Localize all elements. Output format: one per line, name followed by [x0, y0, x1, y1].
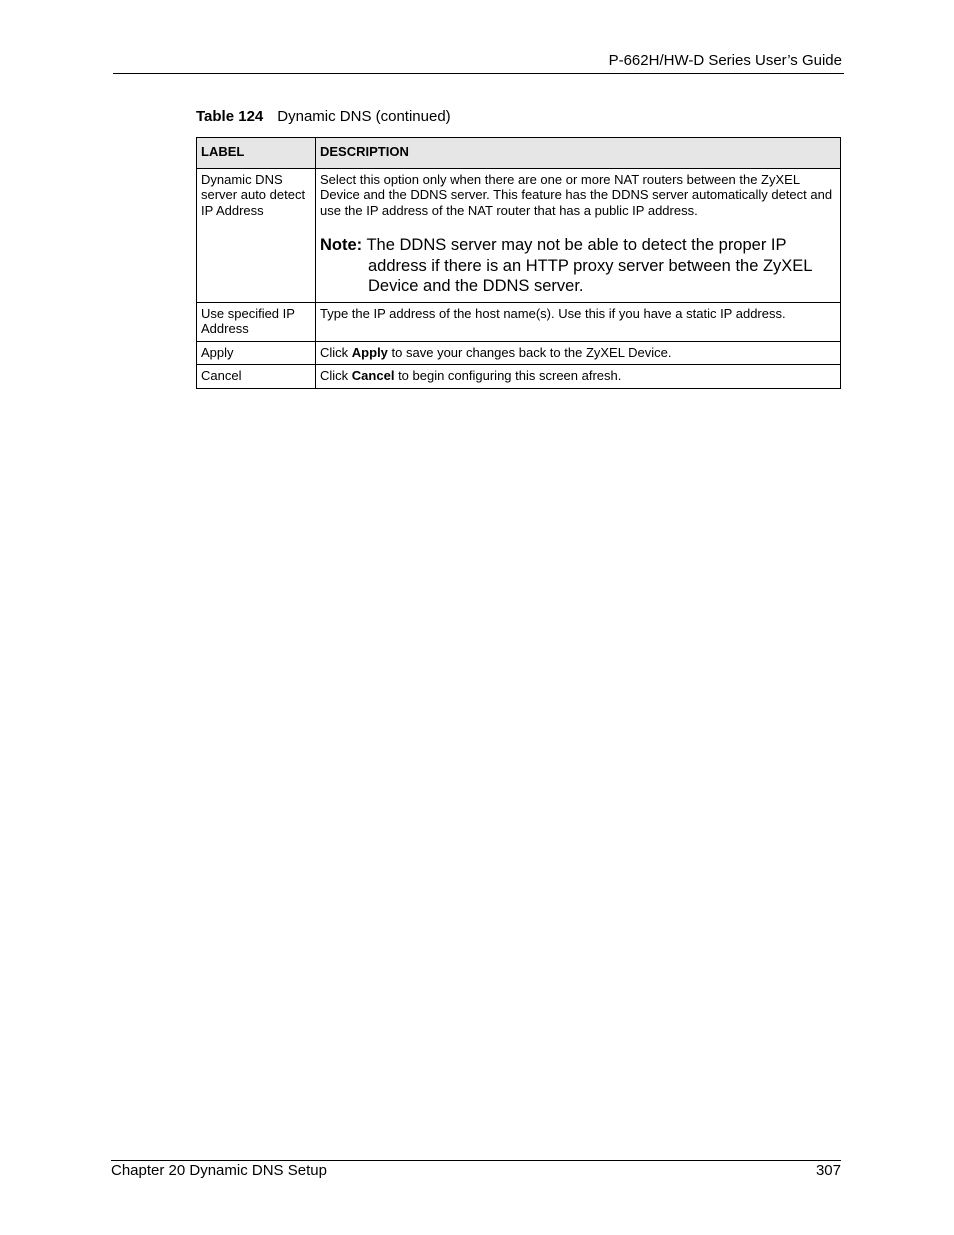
table-caption-number: Table 124 — [196, 108, 264, 125]
description-keyword: Cancel — [351, 368, 395, 383]
table-row — [197, 365, 841, 389]
note-block — [320, 235, 836, 298]
dynamic-dns-table — [196, 137, 841, 389]
description-suffix: to save your changes back to the ZyXEL Device. — [391, 344, 672, 360]
row-label: Dynamic DNS server auto detect IP Address — [197, 168, 316, 302]
row-label: Cancel — [197, 365, 316, 389]
row-description — [316, 365, 841, 389]
row-description: Type the IP address of the host name(s). Use this if you have a static IP address. — [316, 302, 841, 341]
description-suffix: to begin configuring this screen afresh. — [398, 368, 622, 383]
description-keyword: Apply — [351, 344, 388, 360]
row-label: Apply — [197, 341, 316, 365]
table-row — [197, 302, 841, 341]
header-title: P-662H/HW-D Series User’s Guide — [608, 52, 842, 69]
footer-chapter: Chapter 20 Dynamic DNS Setup — [111, 1162, 327, 1179]
table-row — [197, 168, 841, 302]
note-text: The DDNS server may not be able to detect the proper IP address if there is an HTTP proxy server between the ZyXEL Device and the DDNS server. — [366, 236, 812, 295]
row-description — [316, 341, 841, 365]
column-header-description: DESCRIPTION — [316, 138, 841, 169]
description-prefix: Click — [320, 368, 349, 383]
table-caption — [196, 108, 451, 125]
row-description-text: Select this option only when there are one or more NAT routers between the ZyXEL Device and the DDNS server. This feature has the DDNS server automatically detect and use the IP address of the NAT router that has a public IP address. — [320, 171, 833, 218]
footer-divider — [111, 1160, 841, 1161]
row-label: Use specified IP Address — [197, 302, 316, 341]
description-prefix: Click — [320, 344, 349, 360]
footer-page-number: 307 — [815, 1162, 841, 1179]
row-description — [316, 168, 841, 302]
header-divider — [113, 73, 844, 74]
table-header-row — [197, 138, 841, 169]
column-header-label: LABEL — [197, 138, 316, 169]
table-caption-title: Dynamic DNS (continued) — [277, 108, 451, 125]
table-row — [197, 341, 841, 365]
note-label: Note: — [320, 236, 363, 254]
